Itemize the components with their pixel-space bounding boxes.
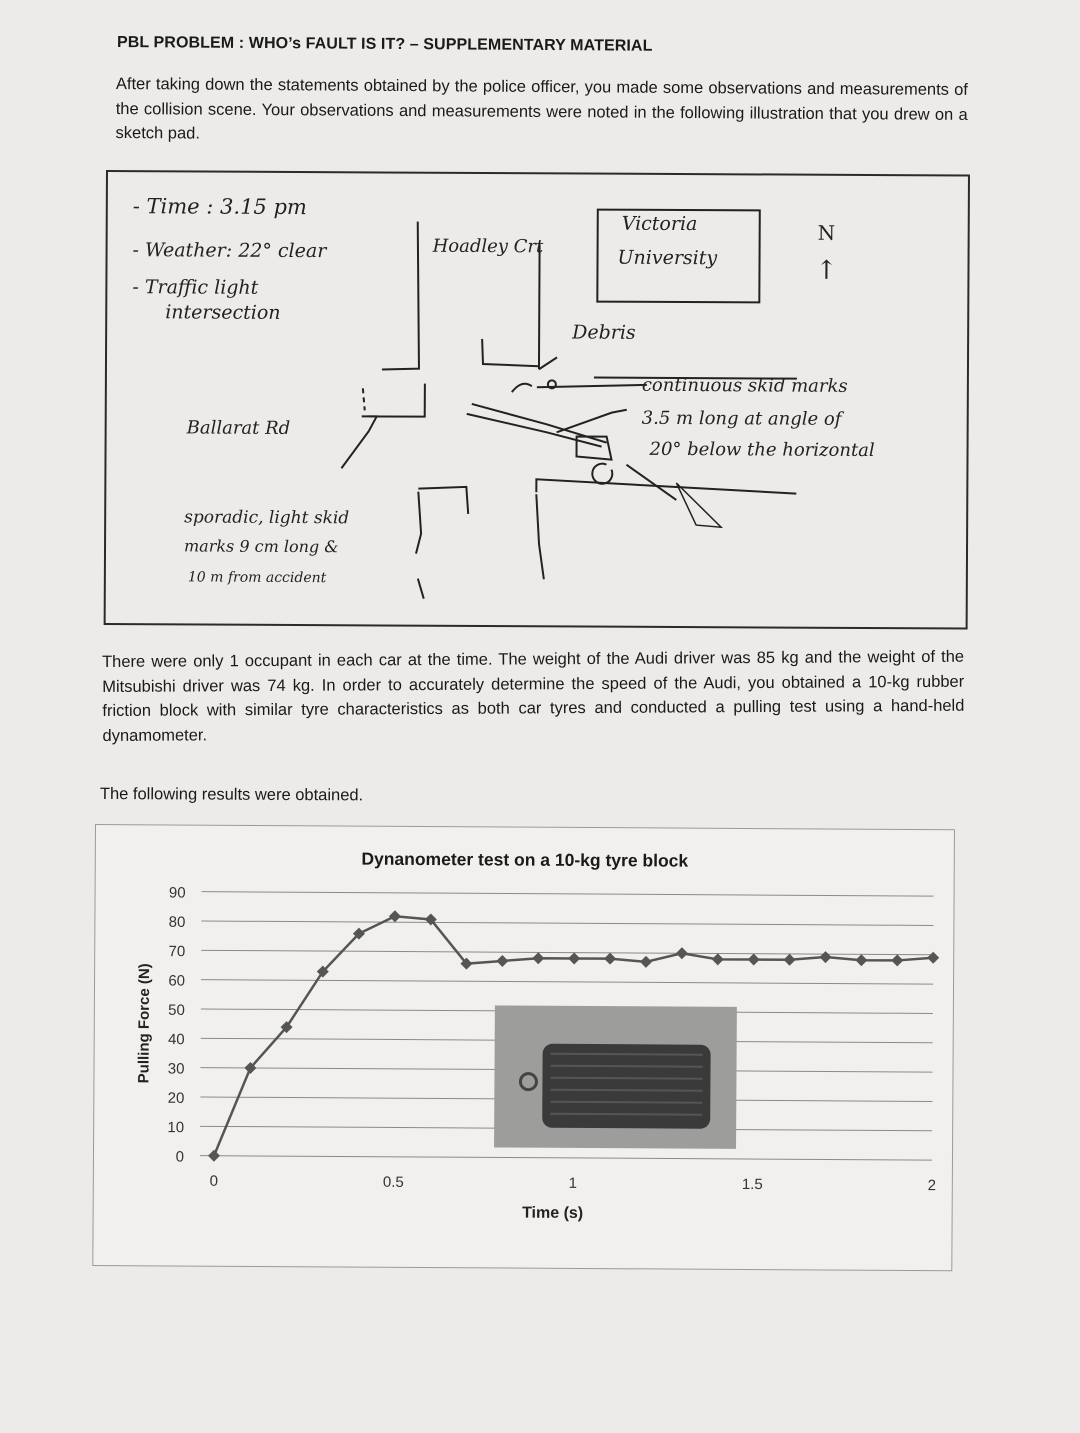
y-tick-label: 30 bbox=[167, 1060, 185, 1078]
data-point bbox=[604, 953, 616, 965]
y-gridline bbox=[201, 980, 933, 984]
data-point bbox=[784, 954, 796, 966]
y-tick-label: 10 bbox=[167, 1119, 185, 1137]
sketch-note-weather: - Weather: 22° clear bbox=[132, 239, 327, 263]
data-point bbox=[819, 951, 831, 963]
continuous-skid-note-1: continuous skid marks bbox=[641, 374, 848, 397]
results-intro: The following results were obtained. bbox=[99, 784, 364, 805]
victoria-label-2: University bbox=[617, 246, 718, 270]
continuous-skid-note-2: 3.5 m long at angle of bbox=[641, 407, 842, 430]
x-tick-label: 1.5 bbox=[741, 1175, 763, 1194]
sketch-note-time: - Time : 3.15 pm bbox=[132, 194, 307, 220]
north-label: N bbox=[817, 220, 836, 245]
occupant-paragraph: There were only 1 occupant in each car at the time. The weight of the Audi driver was 85 kg and the weight of the Mitsubishi driver was 74 kg. In order to accurately determine the speed of the Audi, you obtained a 10-kg rubber friction block with similar tyre characteristics as both car tyres and conducted a pulling test using a hand-held dynamometer. bbox=[102, 647, 965, 745]
y-tick-label: 80 bbox=[168, 913, 186, 931]
chart-title: Dynanometer test on a 10-kg tyre block bbox=[361, 848, 689, 871]
continuous-skid-note-3: 20° below the horizontal bbox=[649, 438, 875, 462]
data-point bbox=[640, 956, 652, 968]
north-arrow-icon: ↑ bbox=[815, 255, 838, 286]
data-point bbox=[927, 952, 939, 964]
y-tick-label: 0 bbox=[175, 1148, 185, 1166]
tyre-tread-line bbox=[550, 1078, 702, 1079]
tyre-tread-line bbox=[550, 1102, 702, 1103]
data-point bbox=[496, 955, 508, 967]
tyre-tread-line bbox=[550, 1090, 702, 1091]
x-tick-label: 0 bbox=[209, 1172, 219, 1190]
data-point bbox=[855, 954, 867, 966]
tyre-block-body bbox=[542, 1044, 711, 1129]
y-axis-label: Pulling Force (N) bbox=[135, 963, 154, 1084]
sketch-note-intersection: intersection bbox=[165, 301, 281, 324]
data-point bbox=[748, 954, 760, 966]
sporadic-skid-note-1: sporadic, light skid bbox=[184, 507, 350, 529]
sporadic-skid-note-2: marks 9 cm long & bbox=[183, 536, 339, 557]
y-gridline bbox=[200, 1156, 932, 1160]
sporadic-skid-note-3: 10 m from accident bbox=[187, 569, 327, 587]
sketch-note-traffic: - Traffic light bbox=[132, 276, 259, 299]
page-heading: PBL PROBLEM : WHO’s FAULT IS IT? – SUPPLEMENTARY MATERIAL bbox=[116, 34, 653, 55]
sketch-illustration bbox=[104, 170, 970, 630]
debris-label: Debris bbox=[572, 321, 636, 344]
y-tick-label: 90 bbox=[168, 884, 186, 902]
y-tick-label: 70 bbox=[168, 943, 186, 961]
tyre-tread-line bbox=[551, 1054, 703, 1055]
y-tick-label: 50 bbox=[168, 1001, 185, 1019]
data-point bbox=[568, 952, 580, 964]
hoadley-label: Hoadley Crt bbox=[432, 235, 544, 258]
y-gridline bbox=[201, 921, 933, 925]
data-point bbox=[712, 953, 724, 965]
data-point bbox=[208, 1150, 220, 1162]
tyre-tread-line bbox=[551, 1066, 703, 1067]
y-tick-label: 40 bbox=[167, 1031, 185, 1049]
y-tick-label: 60 bbox=[168, 972, 186, 990]
victoria-label-1: Victoria bbox=[621, 212, 698, 236]
y-gridline bbox=[202, 892, 934, 896]
x-tick-label: 2 bbox=[927, 1177, 937, 1195]
data-point bbox=[891, 954, 903, 966]
intro-paragraph: After taking down the statements obtained by the police officer, you made some observations and measurements of the collision scene. Your observations and measurements were noted in the following illustration that you drew on a sketch pad. bbox=[115, 74, 968, 143]
x-tick-label: 0.5 bbox=[382, 1173, 404, 1191]
data-point bbox=[532, 952, 544, 964]
x-tick-label: 1 bbox=[568, 1174, 578, 1192]
y-tick-label: 20 bbox=[167, 1089, 185, 1107]
dynamometer-chart bbox=[92, 824, 955, 1271]
data-point bbox=[389, 910, 401, 922]
chart-plot bbox=[93, 825, 954, 1270]
ballarat-label: Ballarat Rd bbox=[186, 417, 291, 439]
data-point bbox=[676, 947, 688, 959]
tyre-tread-line bbox=[550, 1114, 702, 1115]
x-axis-label: Time (s) bbox=[522, 1204, 584, 1222]
